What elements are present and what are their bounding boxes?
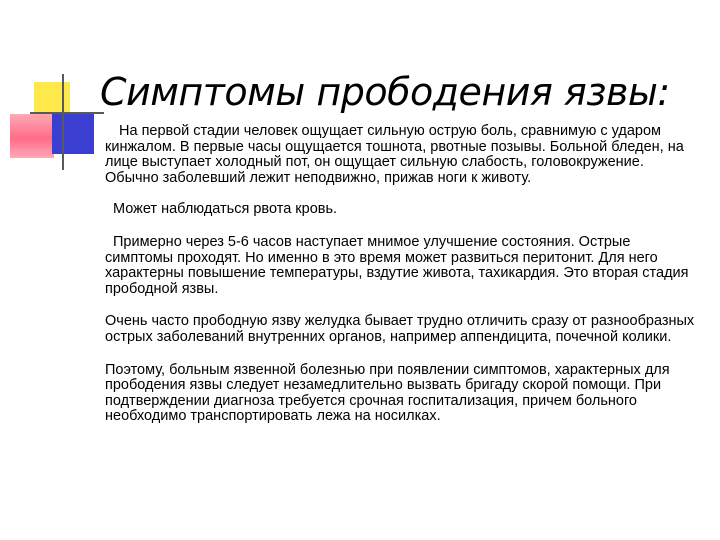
decor-vertical-line	[62, 74, 64, 170]
paragraph-recommendation: Поэтому, больным язвенной болезнью при появлении симптомов, характерных для прободения язвы следует незамедлительно вызвать бригаду скорой помощи. При подтверждении диагноза требуется срочная госпитализация, причем больного необходимо транспортировать лежа на носилках.	[105, 361, 670, 425]
slide-body	[105, 124, 695, 442]
decor-blue-square	[52, 112, 94, 154]
decor-horizontal-line	[30, 112, 104, 114]
slide-title: Симптомы прободения язвы:	[100, 70, 670, 114]
paragraph-first-stage: На первой стадии человек ощущает сильную острую боль, сравнимую с ударом кинжалом. В первые часы ощущается тошнота, рвотные позывы. Больной бледен, на лице выступает холодный пот, он ощущает сильную слабость, головокружение. Обычно заболевший лежит неподвижно, прижав ноги к животу.	[105, 123, 684, 186]
paragraph-vomiting: Может наблюдаться рвота кровь.	[113, 201, 338, 218]
paragraph-differential: Очень часто прободную язву желудка бывает трудно отличить сразу от разнообразных острых заболеваний внутренних органов, например аппендицита, почечной колики.	[105, 313, 695, 345]
decor-red-square	[10, 114, 54, 158]
paragraph-second-stage: Примерно через 5-6 часов наступает мнимое улучшение состояния. Острые симптомы проходят. Но именно в это время может развиться перитонит. Для него характерны повышение температуры, вздутие живота, тахикардия. Это вторая стадия прободной язвы.	[105, 233, 689, 297]
